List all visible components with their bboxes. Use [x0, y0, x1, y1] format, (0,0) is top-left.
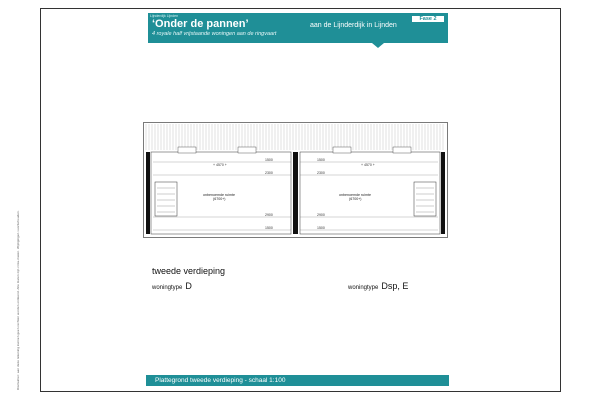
left-dim-3: 2900	[265, 213, 273, 217]
left-dormer-1	[178, 147, 196, 153]
left-house-type	[152, 276, 192, 294]
left-type-label: woningtype	[152, 285, 183, 291]
right-room-sub: (6700+)	[349, 197, 362, 201]
left-dim-2: 2300	[265, 171, 273, 175]
right-dim-3: 2900	[317, 213, 325, 217]
right-stair	[414, 182, 436, 216]
left-dim-1: 1500	[265, 158, 273, 162]
left-outer-wall	[146, 152, 150, 234]
right-dim-4: 1500	[317, 226, 325, 230]
left-room-sub: (6700+)	[213, 197, 226, 201]
footer-caption: Plattegrond tweede verdieping - schaal 1:100	[155, 377, 286, 384]
header-notch	[372, 43, 384, 48]
right-room-name: onbenoemde ruimte	[339, 193, 371, 197]
project-location: aan de Lijnderdijk in Lijnden	[310, 22, 397, 29]
floor-label: tweede verdieping	[152, 266, 226, 276]
party-wall	[293, 152, 298, 234]
side-disclaimer	[16, 120, 24, 390]
left-room-name: onbenoemde ruimte	[203, 193, 235, 197]
left-dim-4: 1500	[265, 226, 273, 230]
right-dim-1: 1500	[317, 158, 325, 162]
left-dormer-2	[238, 147, 256, 153]
right-dim-2: 2300	[317, 171, 325, 175]
fase-badge: Fase 2	[411, 15, 445, 23]
left-type-value: D	[185, 281, 192, 291]
left-stair	[155, 182, 177, 216]
project-title: ‘Onder de pannen’	[152, 18, 249, 30]
right-house-type	[348, 276, 408, 294]
right-dormer-1	[333, 147, 351, 153]
roof-hatch-top	[146, 124, 443, 150]
right-dormer-2	[393, 147, 411, 153]
floor-plan	[143, 122, 448, 238]
right-type-label: woningtype	[348, 285, 379, 291]
project-subtitle: 4 royale half vrijstaande woningen aan de ringvaart	[152, 31, 277, 37]
left-width-dim: + 4570 +	[213, 163, 227, 167]
header-brand: Lijnderdijk Lijnden	[150, 14, 179, 18]
side-disclaimer-text: Disclaimer: aan deze tekening kunnen geen rechten worden ontleend. Alle maten zijn circa-maten. Wijzigingen voorbehouden.	[16, 210, 20, 390]
right-type-value: Dsp, E	[381, 281, 409, 291]
right-outer-wall	[441, 152, 445, 234]
right-width-dim: + 4570 +	[361, 163, 375, 167]
